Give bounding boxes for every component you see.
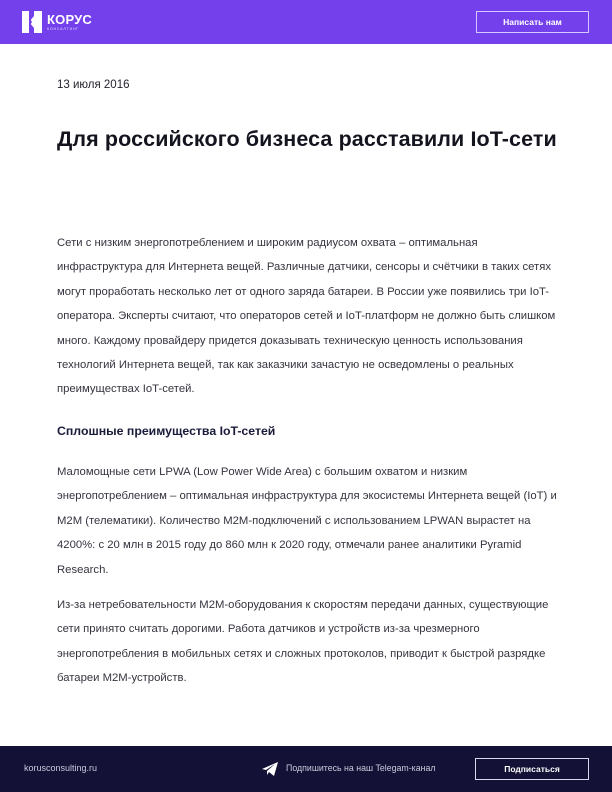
subscribe-button[interactable]: Подписаться (475, 758, 589, 780)
site-link[interactable]: korusconsulting.ru (24, 763, 98, 773)
article-subheading: Сплошные преимущества IoT-сетей (57, 424, 276, 438)
article-paragraph: Сети с низким энергопотреблением и широким радиусом охвата – оптимальная инфраструктура для Интернета вещей. Различные датчики, сенсоры и счётчики в таких сетях могут проработать несколько лет от одного заряда батареи. В России уже появились три IoT-оператора. Эксперты считают, что операторов сетей и IoT-платформ не должно быть слишком много. Каждому провайдеру придется доказывать техническую ценность использования технологий Интернета вещей, так как заказчики зачастую не осведомлены о реальных преимуществах IoT-сетей. (57, 237, 556, 396)
article-date: 13 июля 2016 (57, 79, 130, 91)
telegram-subscribe-text[interactable]: Подпишитесь на наш Telegam-канал (286, 763, 436, 773)
article-paragraph: Маломощные сети LPWA (Low Power Wide Area) с большим охватом и низким энергопотреблением – оптимальная инфраструктура для экосистемы Интернета вещей (IoT) и M2M (телематики). Количество M2M-подключений с использованием LPWAN вырастет на 4200%: с 20 млн в 2015 году до 860 млн к 2020 году, отмечали ранее аналитики Pyramid Research. (57, 466, 557, 576)
logo-subtitle: КОНСАЛТИНГ (47, 26, 80, 31)
article-title: Для российского бизнеса расставили IoT-сети (57, 127, 557, 151)
telegram-icon[interactable] (262, 762, 278, 776)
contact-us-button[interactable]: Написать нам (476, 11, 589, 33)
logo-name: КОРУС (47, 11, 93, 27)
korus-logo-icon (22, 11, 42, 33)
header (0, 0, 612, 44)
logo[interactable] (22, 11, 92, 33)
article-paragraph: Из-за нетребовательности M2M-оборудования к скоростям передачи данных, существующие сети принято считать дорогими. Работа датчиков и устройств из-за чрезмерного энергопотребления в мобильных сетях и сложных протоколов, приводит к быстрой разрядке батареи M2M-устройств. (57, 599, 549, 685)
